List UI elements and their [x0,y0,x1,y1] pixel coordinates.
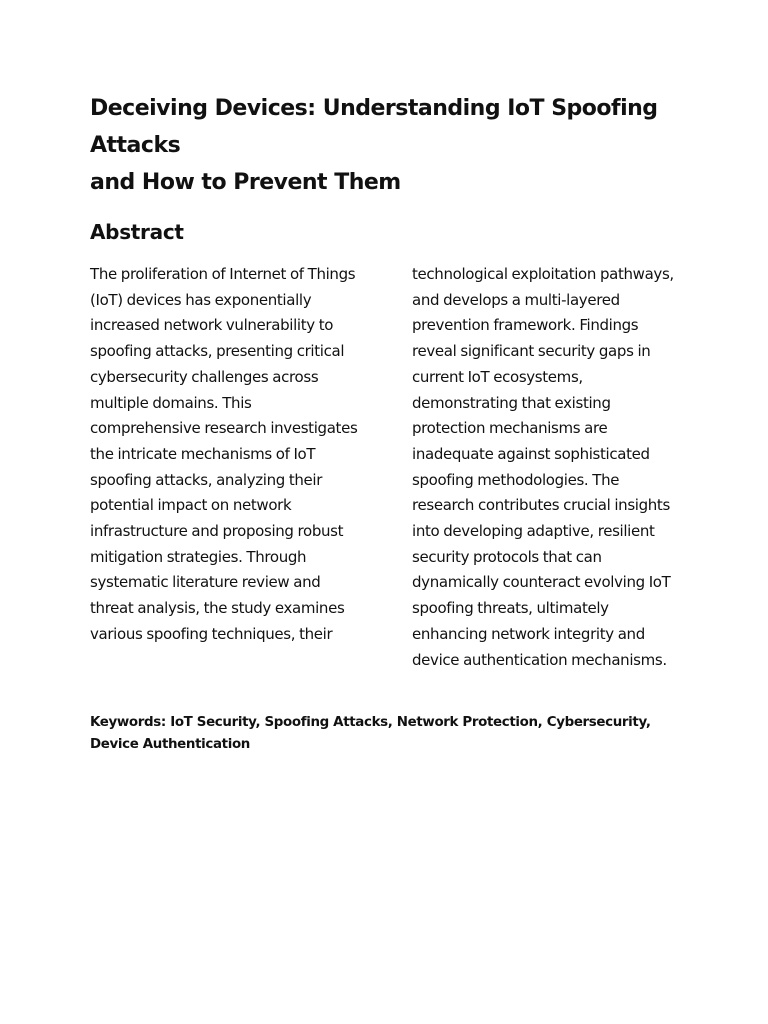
paper-title [90,90,680,201]
abstract-column-left [90,262,358,673]
keywords: Keywords: IoT Security, Spoofing Attacks, Network Protection, Cybersecurity, Device Authentication [90,715,651,752]
paper-page [90,90,680,752]
abstract-text-left: The proliferation of Internet of Things (IoT) devices has exponentially increased network vulnerability to spoofing attacks, presenting critical cybersecurity challenges across multiple domains. This comprehensive research investigates the intricate mechanisms of IoT spoofing attacks, analyzing their potential impact on network infrastructure and proposing robust mitigation strategies. Through systematic literature review and threat analysis, the study examines various spoofing techniques, their [90,265,358,643]
abstract-heading: Abstract [90,220,184,244]
abstract-body [90,262,680,673]
paper-title-line-2: and How to Prevent Them [90,170,401,195]
abstract-column-right [412,262,680,673]
abstract-text-right: technological exploitation pathways, and develops a multi-layered prevention framework. Findings reveal significant security gaps in current IoT ecosystems, demonstrating that existing protection mechanisms are inadequate against sophisticated spoofing methodologies. The research contributes crucial insights into developing adaptive, resilient security protocols that can dynamically counteract evolving IoT spoofing threats, ultimately enhancing network integrity and device authentication mechanisms. [412,265,674,669]
paper-title-line-1: Deceiving Devices: Understanding IoT Spoofing Attacks [90,96,658,158]
